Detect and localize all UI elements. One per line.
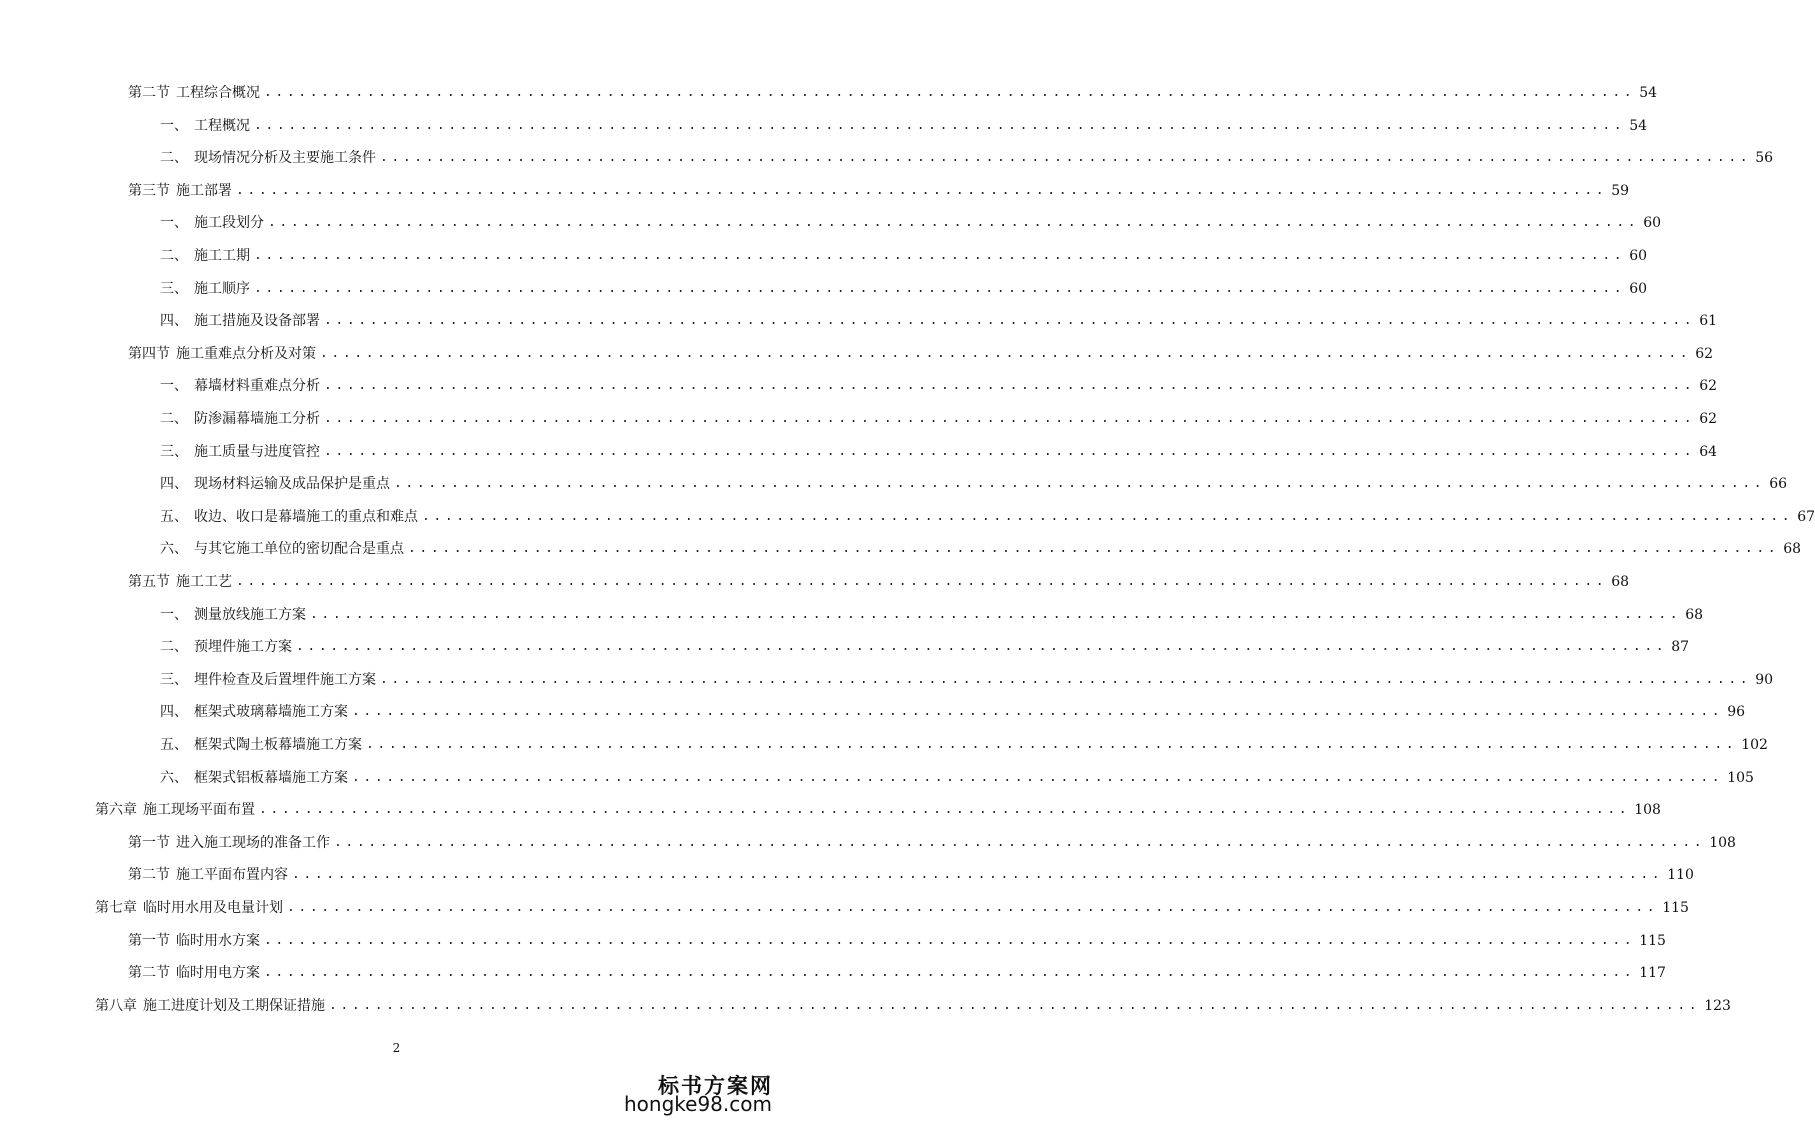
toc-leader-dots: ........................................................................................................................ xyxy=(296,639,1668,655)
toc-entry[interactable] xyxy=(95,993,1731,1019)
toc-entry[interactable] xyxy=(160,439,1718,465)
toc-leader-dots: ........................................................................................................................ xyxy=(259,802,1631,818)
toc-entry-number: 第一节 xyxy=(128,834,170,851)
toc-leader-dots: ........................................................................................................................ xyxy=(352,769,1724,785)
toc-entry-title: 预埋件施工方案 xyxy=(194,639,292,656)
toc-entry-page: 62 xyxy=(1699,378,1718,395)
toc-entry-page: 115 xyxy=(1639,932,1666,949)
toc-entry[interactable] xyxy=(160,210,1662,236)
toc-entry-page: 54 xyxy=(1629,117,1648,134)
toc-entry-number: 第六章 xyxy=(95,802,137,819)
toc-leader-dots: ........................................................................................................................ xyxy=(254,248,1626,263)
toc-entry-label xyxy=(160,699,348,725)
toc-entry-label xyxy=(128,569,232,595)
toc-entry-page: 68 xyxy=(1611,574,1630,590)
toc-entry-page: 102 xyxy=(1741,737,1768,753)
toc-entry-number: 一、 xyxy=(160,378,188,395)
toc-entry-label xyxy=(160,145,376,171)
toc-entry[interactable] xyxy=(160,699,1746,725)
toc-entry-number: 四、 xyxy=(160,704,188,721)
toc-entry-title: 防渗漏幕墙施工分析 xyxy=(194,411,320,427)
toc-entry[interactable] xyxy=(128,830,1736,856)
toc-entry-page: 96 xyxy=(1727,704,1746,721)
toc-entry-label xyxy=(160,373,320,399)
toc-entry-number: 五、 xyxy=(160,508,188,525)
toc-entry-title: 施工段划分 xyxy=(194,215,264,232)
toc-entry-number: 六、 xyxy=(160,541,188,558)
toc-entry-number: 一、 xyxy=(160,215,188,232)
toc-entry[interactable] xyxy=(95,797,1661,823)
toc-entry-page: 68 xyxy=(1685,606,1704,623)
toc-entry-number: 三、 xyxy=(160,280,188,297)
toc-entry-number: 一、 xyxy=(160,606,188,623)
toc-entry[interactable] xyxy=(95,895,1689,921)
toc-leader-dots: ........................................................................................................................ xyxy=(324,313,1696,329)
toc-entry-label xyxy=(160,667,376,693)
toc-entry-title: 临时用水方案 xyxy=(176,932,260,949)
toc-entry[interactable] xyxy=(160,536,1802,562)
toc-entry-number: 第二节 xyxy=(128,85,170,101)
toc-entry-page: 67 xyxy=(1797,508,1815,525)
toc-entry-number: 三、 xyxy=(160,671,188,688)
toc-entry-number: 第一节 xyxy=(128,932,170,949)
watermark-en: hongke98.com xyxy=(624,1092,772,1116)
toc-entry-page: 66 xyxy=(1769,476,1788,493)
toc-leader-dots: ........................................................................................................................ xyxy=(236,182,1608,198)
toc-entry-number: 三、 xyxy=(160,443,188,460)
toc-entry-page: 108 xyxy=(1709,834,1736,851)
toc-leader-dots: ........................................................................................................................ xyxy=(320,345,1692,361)
toc-leader-dots: ........................................................................................................................ xyxy=(366,737,1738,752)
toc-entry-page: 110 xyxy=(1667,867,1694,884)
toc-entry-page: 64 xyxy=(1699,443,1718,460)
toc-entry-title: 埋件检查及后置埋件施工方案 xyxy=(194,671,376,688)
toc-entry[interactable] xyxy=(160,602,1704,628)
toc-entry-label xyxy=(160,602,306,628)
toc-entry[interactable] xyxy=(128,960,1666,986)
toc-entry-label xyxy=(128,862,288,888)
toc-entry[interactable] xyxy=(128,569,1630,595)
toc-entry-title: 框架式铝板幕墙施工方案 xyxy=(194,769,348,786)
toc-entry-number: 二、 xyxy=(160,248,188,264)
toc-leader-dots: ........................................................................................................................ xyxy=(264,965,1636,981)
toc-entry-title: 临时用水用及电量计划 xyxy=(143,900,283,916)
toc-entry-label xyxy=(128,80,260,106)
toc-entry-number: 第七章 xyxy=(95,900,137,916)
toc-entry[interactable] xyxy=(128,80,1658,106)
page-number: 2 xyxy=(392,1041,401,1055)
toc-entry-title: 施工质量与进度管控 xyxy=(194,443,320,460)
toc-entry[interactable] xyxy=(160,471,1788,497)
toc-entry-label xyxy=(160,765,348,791)
toc-leader-dots: ........................................................................................................................ xyxy=(264,932,1636,948)
toc-entry-number: 四、 xyxy=(160,476,188,493)
toc-entry-title: 现场情况分析及主要施工条件 xyxy=(194,150,376,167)
toc-entry[interactable] xyxy=(160,243,1648,269)
toc-entry-label xyxy=(95,993,325,1019)
toc-entry-number: 第二节 xyxy=(128,965,170,982)
toc-entry-label xyxy=(160,439,320,465)
toc-entry-number: 第四节 xyxy=(128,345,170,362)
toc-leader-dots: ........................................................................................................................ xyxy=(254,117,1626,133)
toc-entry-title: 施工措施及设备部署 xyxy=(194,313,320,330)
watermark-cn: 标书方案网 xyxy=(658,1073,773,1098)
toc-entry-label xyxy=(128,341,316,367)
toc-entry-page: 62 xyxy=(1695,345,1714,362)
toc-leader-dots: ........................................................................................................................ xyxy=(324,411,1696,426)
toc-entry-title: 现场材料运输及成品保护是重点 xyxy=(194,476,390,493)
toc-entry-title: 工程概况 xyxy=(194,117,250,134)
toc-entry-number: 二、 xyxy=(160,411,188,427)
toc-entry-page: 117 xyxy=(1639,965,1666,982)
toc-entry-label xyxy=(160,406,320,432)
toc-leader-dots: ........................................................................................................................ xyxy=(408,541,1780,557)
toc-entry-label xyxy=(160,732,362,758)
toc-leader-dots: ........................................................................................................................ xyxy=(324,378,1696,394)
toc-entry[interactable] xyxy=(160,276,1648,302)
toc-entry-label xyxy=(160,504,418,530)
toc-entry-number: 二、 xyxy=(160,639,188,656)
toc-entry-title: 工程综合概况 xyxy=(176,85,260,101)
toc-entry-title: 施工工艺 xyxy=(176,574,232,590)
toc-entry-page: 108 xyxy=(1634,802,1661,819)
toc-entry-label xyxy=(160,471,390,497)
toc-entry-title: 进入施工现场的准备工作 xyxy=(176,834,330,851)
toc-entry-title: 施工工期 xyxy=(194,248,250,264)
toc-leader-dots: ........................................................................................................................ xyxy=(287,900,1659,915)
toc-entry-number: 四、 xyxy=(160,313,188,330)
toc-entry-label xyxy=(128,830,330,856)
toc-entry-title: 框架式玻璃幕墙施工方案 xyxy=(194,704,348,721)
toc-entry-page: 87 xyxy=(1671,639,1690,656)
toc-entry-label xyxy=(160,276,250,302)
toc-entry[interactable] xyxy=(160,113,1648,139)
toc-entry[interactable] xyxy=(128,862,1694,888)
toc-entry-title: 施工进度计划及工期保证措施 xyxy=(143,997,325,1014)
toc-entry-title: 测量放线施工方案 xyxy=(194,606,306,623)
toc-entry-page: 105 xyxy=(1727,769,1754,786)
toc-entry-page: 60 xyxy=(1629,248,1648,264)
toc-entry-number: 第二节 xyxy=(128,867,170,884)
toc-entry-title: 框架式陶土板幕墙施工方案 xyxy=(194,737,362,753)
toc-entry-number: 第五节 xyxy=(128,574,170,590)
toc-entry[interactable] xyxy=(128,178,1630,204)
toc-entry-page: 61 xyxy=(1699,313,1718,330)
toc-entry[interactable] xyxy=(128,928,1666,954)
toc-entry-number: 第八章 xyxy=(95,997,137,1014)
toc-entry-label xyxy=(128,928,260,954)
toc-entry-page: 54 xyxy=(1639,85,1658,101)
toc-entry-label xyxy=(160,113,250,139)
toc-entry-page: 59 xyxy=(1611,182,1630,199)
toc-entry-number: 五、 xyxy=(160,737,188,753)
toc-entry-title: 施工现场平面布置 xyxy=(143,802,255,819)
toc-leader-dots: ........................................................................................................................ xyxy=(329,997,1701,1013)
toc-entry-label xyxy=(128,178,232,204)
toc-entry-label xyxy=(95,895,283,921)
toc-leader-dots: ........................................................................................................................ xyxy=(352,704,1724,720)
toc-leader-dots: ........................................................................................................................ xyxy=(292,867,1664,883)
toc-entry-number: 二、 xyxy=(160,150,188,167)
toc-entry-page: 60 xyxy=(1629,280,1648,297)
toc-leader-dots: ........................................................................................................................ xyxy=(334,834,1706,850)
toc-entry-label xyxy=(160,210,264,236)
toc-entry-title: 幕墙材料重难点分析 xyxy=(194,378,320,395)
toc-entry-title: 施工部署 xyxy=(176,182,232,199)
toc-entry-page: 115 xyxy=(1662,900,1689,916)
toc-entry[interactable] xyxy=(160,667,1774,693)
toc-leader-dots: ........................................................................................................................ xyxy=(324,443,1696,459)
toc-entry-label xyxy=(95,797,255,823)
toc-entry-page: 90 xyxy=(1755,671,1774,688)
toc-entry[interactable] xyxy=(160,765,1754,791)
toc-entry-number: 第三节 xyxy=(128,182,170,199)
toc-entry[interactable] xyxy=(128,341,1714,367)
toc-leader-dots: ........................................................................................................................ xyxy=(380,671,1752,687)
toc-entry-label xyxy=(160,536,404,562)
toc-entry[interactable] xyxy=(160,732,1768,758)
toc-entry-page: 123 xyxy=(1704,997,1731,1014)
toc-entry-title: 施工重难点分析及对策 xyxy=(176,345,316,362)
toc-entry-number: 六、 xyxy=(160,769,188,786)
toc-entry[interactable] xyxy=(160,145,1774,171)
toc-leader-dots: ........................................................................................................................ xyxy=(254,280,1626,296)
toc-entry-title: 临时用电方案 xyxy=(176,965,260,982)
toc-entry-label xyxy=(160,634,292,660)
toc-entry-page: 60 xyxy=(1643,215,1662,232)
toc-entry[interactable] xyxy=(160,406,1718,432)
toc-entry-title: 与其它施工单位的密切配合是重点 xyxy=(194,541,404,558)
toc-entry-label xyxy=(160,308,320,334)
toc-entry[interactable] xyxy=(160,308,1718,334)
toc-leader-dots: ........................................................................................................................ xyxy=(264,85,1636,100)
toc-entry-number: 一、 xyxy=(160,117,188,134)
toc-entry-label xyxy=(160,243,250,269)
toc-leader-dots: ........................................................................................................................ xyxy=(310,606,1682,622)
toc-entry[interactable] xyxy=(160,634,1690,660)
toc-leader-dots: ........................................................................................................................ xyxy=(422,508,1794,524)
toc-leader-dots: ........................................................................................................................ xyxy=(394,476,1766,492)
toc-entry-title: 施工平面布置内容 xyxy=(176,867,288,884)
toc-leader-dots: ........................................................................................................................ xyxy=(268,215,1640,231)
toc-entry-title: 施工顺序 xyxy=(194,280,250,297)
toc-entry-page: 56 xyxy=(1755,150,1774,167)
toc-entry-page: 68 xyxy=(1783,541,1802,558)
toc-entry[interactable] xyxy=(160,504,1815,530)
toc-entry-label xyxy=(128,960,260,986)
toc-entry-page: 62 xyxy=(1699,411,1718,427)
toc-leader-dots: ........................................................................................................................ xyxy=(380,150,1752,166)
toc-entry[interactable] xyxy=(160,373,1718,399)
toc-leader-dots: ........................................................................................................................ xyxy=(236,574,1608,589)
toc-entry-title: 收边、收口是幕墙施工的重点和难点 xyxy=(194,508,418,525)
